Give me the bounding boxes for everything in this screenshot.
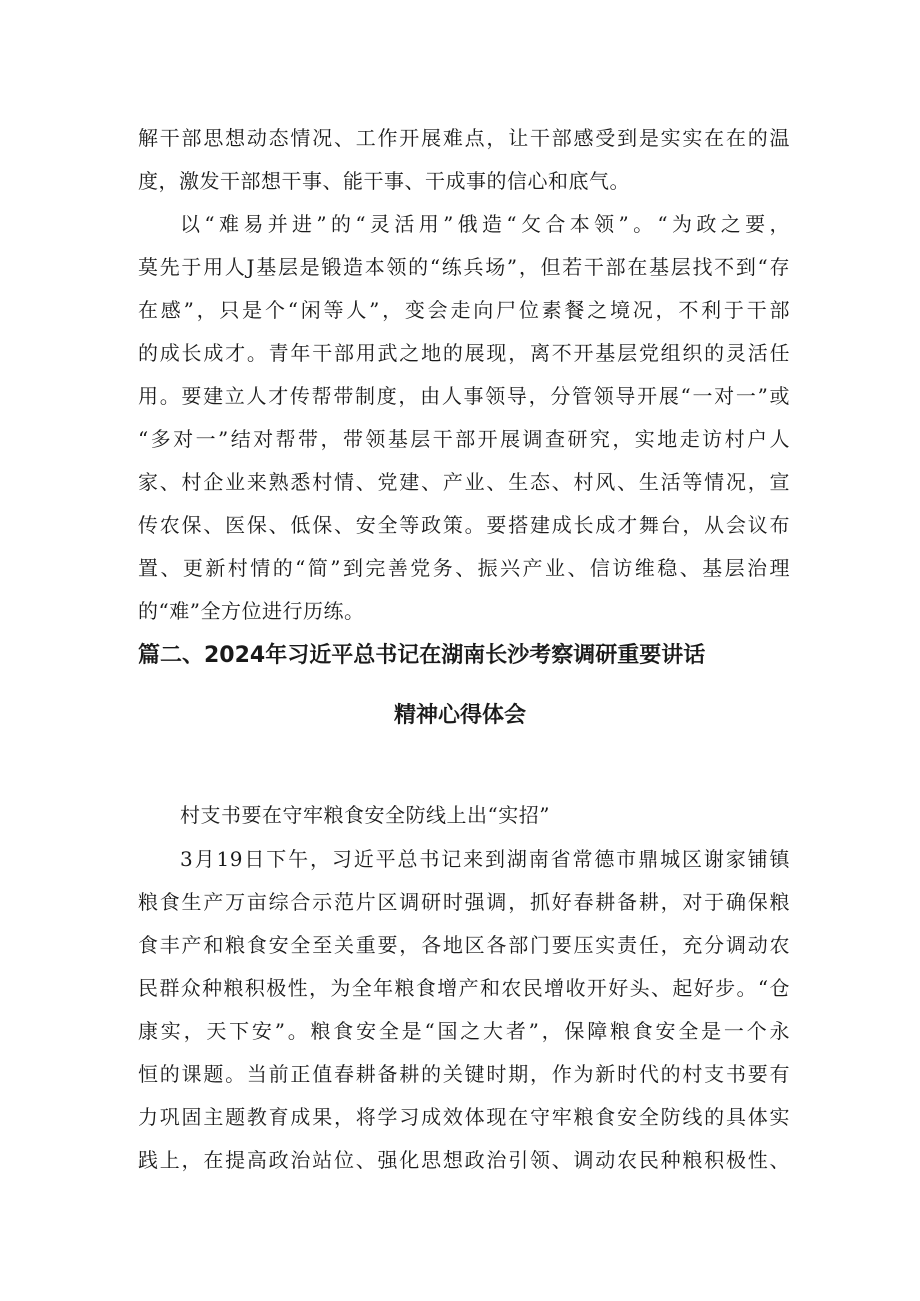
paragraph-line: 3月19日下午，习近平总书记来到湖南省常德市鼎城区谢家铺镇 xyxy=(180,847,790,871)
paragraph-line: 粮食生产万亩综合示范片区调研时强调，抓好春耕备耕，对于确保粮 xyxy=(138,890,790,914)
paragraph-line: 用。要建立人才传帮带制度，由人事领导，分管领导开展“一对一”或 xyxy=(138,384,790,408)
paragraph-line: 度，激发干部想干事、能干事、干成事的信心和底气。 xyxy=(138,169,630,193)
paragraph-line: 食丰产和粮食安全至关重要，各地区各部门要压实责任，充分调动农 xyxy=(138,933,790,957)
section-heading: 篇二、2024年习近平总书记在湖南长沙考察调研重要讲话 xyxy=(138,643,706,668)
paragraph-line: 莫先于用人J基层是锻造本领的“练兵场”，但若干部在基层找不到“存 xyxy=(138,255,790,279)
paragraph-line: 民群众种粮积极性，为全年粮食增产和农民增收开好头、起好步。“仓 xyxy=(138,976,790,1000)
paragraph-line: 践上，在提高政治站位、强化思想政治引领、调动农民种粮积极性、 xyxy=(138,1148,790,1172)
paragraph-line: 的成长成才。青年干部用武之地的展现，离不开基层党组织的灵活任 xyxy=(138,341,790,365)
paragraph-line: 的“难”全方位进行历练。 xyxy=(138,599,365,623)
paragraph-line: 解干部思想动态情况、工作开展难点，让干部感受到是实实在在的温 xyxy=(138,126,790,150)
paragraph-line: “多对一”结对帮带，带领基层干部开展调查研究，实地走访村户人 xyxy=(138,427,790,451)
paragraph-line: 置、更新村情的“简”到完善党务、振兴产业、信访维稳、基层治理 xyxy=(138,556,790,580)
paragraph-line: 恒的课题。当前正值春耕备耕的关键时期，作为新时代的村支书要有 xyxy=(138,1062,790,1086)
paragraph-line: 在感”，只是个“闲等人”，变会走向尸位素餐之境况，不利于干部 xyxy=(138,298,790,322)
paragraph-line: 家、村企业来熟悉村情、党建、产业、生态、村风、生活等情况，宣 xyxy=(138,470,790,494)
section-heading-continuation: 精神心得体会 xyxy=(394,703,527,728)
paragraph-line: 以“难易并进”的“灵活用”俄造“攵合本领”。“为政之要， xyxy=(180,212,790,236)
paragraph-line: 传农保、医保、低保、安全等政策。要搭建成长成才舞台，从会议布 xyxy=(138,513,790,537)
paragraph-line: 力巩固主题教育成果，将学习成效体现在守牢粮食安全防线的具体实 xyxy=(138,1105,790,1129)
subtitle: 村支书要在守牢粮食安全防线上出“实招” xyxy=(180,803,550,827)
paragraph-line: 康实，天下安”。粮食安全是“国之大者”，保障粮食安全是一个永 xyxy=(138,1019,790,1043)
